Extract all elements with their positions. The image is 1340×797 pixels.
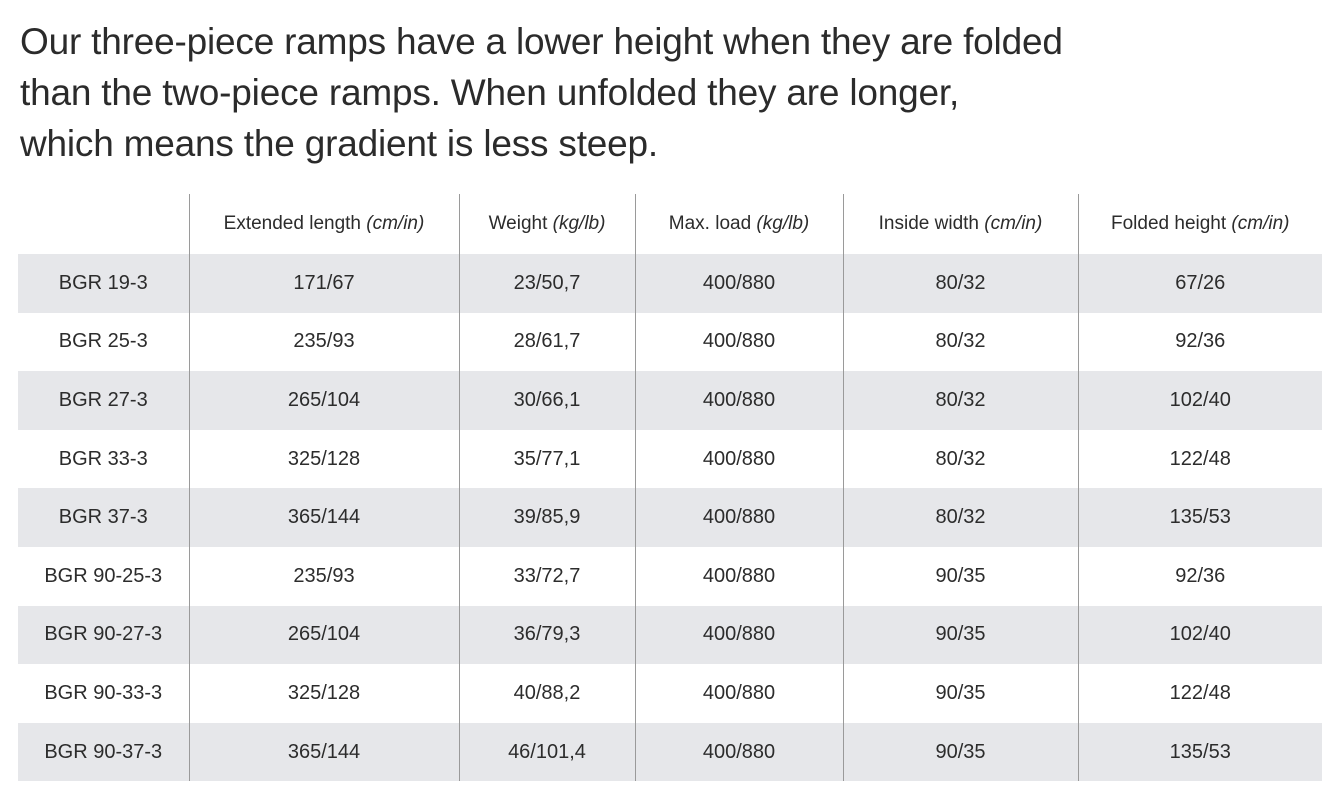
table-row xyxy=(18,664,1322,723)
cell-model: BGR 19-3 xyxy=(18,254,189,313)
cell-max-load: 400/880 xyxy=(635,723,843,782)
header-unit: (cm/in) xyxy=(1231,213,1290,234)
table-row xyxy=(18,313,1322,372)
cell-model: BGR 90-25-3 xyxy=(18,547,189,606)
cell-weight: 36/79,3 xyxy=(459,606,635,665)
cell-inside-width: 90/35 xyxy=(843,723,1078,782)
cell-folded-height: 92/36 xyxy=(1078,547,1322,606)
cell-max-load: 400/880 xyxy=(635,430,843,489)
cell-extended-length: 235/93 xyxy=(189,547,459,606)
cell-weight: 39/85,9 xyxy=(459,488,635,547)
header-unit: (kg/lb) xyxy=(756,213,810,234)
cell-weight: 46/101,4 xyxy=(459,723,635,782)
cell-inside-width: 90/35 xyxy=(843,606,1078,665)
header-folded-height xyxy=(1078,194,1322,254)
cell-folded-height: 122/48 xyxy=(1078,664,1322,723)
cell-inside-width: 90/35 xyxy=(843,547,1078,606)
intro-line-1: Our three-piece ramps have a lower height when they are folded xyxy=(20,21,1063,62)
cell-model: BGR 37-3 xyxy=(18,488,189,547)
table-header-row xyxy=(18,194,1322,254)
table-row xyxy=(18,547,1322,606)
header-unit: (cm/in) xyxy=(366,213,425,234)
cell-extended-length: 365/144 xyxy=(189,488,459,547)
cell-extended-length: 265/104 xyxy=(189,606,459,665)
cell-inside-width: 80/32 xyxy=(843,371,1078,430)
header-label: Folded height xyxy=(1111,213,1232,234)
cell-inside-width: 80/32 xyxy=(843,254,1078,313)
cell-folded-height: 102/40 xyxy=(1078,371,1322,430)
header-label: Inside width xyxy=(878,213,985,234)
cell-extended-length: 325/128 xyxy=(189,664,459,723)
cell-inside-width: 90/35 xyxy=(843,664,1078,723)
header-label: Max. load xyxy=(668,213,757,234)
intro-line-3: which means the gradient is less steep. xyxy=(20,123,658,164)
table-row xyxy=(18,606,1322,665)
intro-line-2: than the two-piece ramps. When unfolded they are longer, xyxy=(20,72,960,113)
cell-weight: 40/88,2 xyxy=(459,664,635,723)
header-model xyxy=(18,194,189,254)
header-weight xyxy=(459,194,635,254)
cell-folded-height: 92/36 xyxy=(1078,313,1322,372)
cell-inside-width: 80/32 xyxy=(843,488,1078,547)
header-max-load xyxy=(635,194,843,254)
ramp-specs-table xyxy=(18,194,1322,781)
cell-max-load: 400/880 xyxy=(635,664,843,723)
cell-model: BGR 25-3 xyxy=(18,313,189,372)
cell-extended-length: 171/67 xyxy=(189,254,459,313)
cell-weight: 33/72,7 xyxy=(459,547,635,606)
table-row xyxy=(18,723,1322,782)
cell-folded-height: 67/26 xyxy=(1078,254,1322,313)
cell-folded-height: 102/40 xyxy=(1078,606,1322,665)
cell-weight: 35/77,1 xyxy=(459,430,635,489)
cell-extended-length: 265/104 xyxy=(189,371,459,430)
cell-model: BGR 90-37-3 xyxy=(18,723,189,782)
cell-max-load: 400/880 xyxy=(635,371,843,430)
cell-max-load: 400/880 xyxy=(635,313,843,372)
cell-model: BGR 90-33-3 xyxy=(18,664,189,723)
cell-inside-width: 80/32 xyxy=(843,430,1078,489)
intro-paragraph xyxy=(20,16,1063,169)
header-extended-length xyxy=(189,194,459,254)
table-row xyxy=(18,488,1322,547)
table-row xyxy=(18,430,1322,489)
header-unit: (cm/in) xyxy=(984,213,1043,234)
cell-folded-height: 122/48 xyxy=(1078,430,1322,489)
header-label: Extended length xyxy=(223,213,367,234)
cell-inside-width: 80/32 xyxy=(843,313,1078,372)
header-inside-width xyxy=(843,194,1078,254)
header-unit: (kg/lb) xyxy=(552,213,606,234)
cell-folded-height: 135/53 xyxy=(1078,488,1322,547)
cell-model: BGR 33-3 xyxy=(18,430,189,489)
cell-extended-length: 235/93 xyxy=(189,313,459,372)
table-row xyxy=(18,254,1322,313)
cell-weight: 23/50,7 xyxy=(459,254,635,313)
table-row xyxy=(18,371,1322,430)
cell-weight: 30/66,1 xyxy=(459,371,635,430)
cell-weight: 28/61,7 xyxy=(459,313,635,372)
cell-model: BGR 27-3 xyxy=(18,371,189,430)
cell-max-load: 400/880 xyxy=(635,488,843,547)
cell-model: BGR 90-27-3 xyxy=(18,606,189,665)
cell-extended-length: 365/144 xyxy=(189,723,459,782)
cell-max-load: 400/880 xyxy=(635,254,843,313)
cell-folded-height: 135/53 xyxy=(1078,723,1322,782)
cell-max-load: 400/880 xyxy=(635,547,843,606)
cell-max-load: 400/880 xyxy=(635,606,843,665)
cell-extended-length: 325/128 xyxy=(189,430,459,489)
header-label: Weight xyxy=(488,213,553,234)
